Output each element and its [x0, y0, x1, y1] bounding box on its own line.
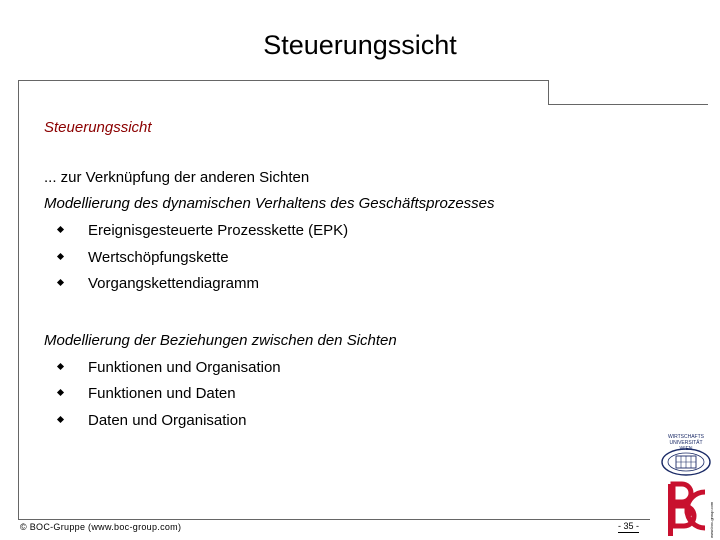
diamond-bullet-icon — [57, 362, 64, 369]
bullet-list-dynamic — [44, 221, 644, 294]
group-heading-dynamic: Modellierung des dynamischen Verhaltens des Geschäftsprozesses — [44, 195, 495, 212]
seal-text: WIRTSCHAFTS UNIVERSITÄT WIEN — [667, 434, 705, 452]
bullet-item: Wertschöpfungskette — [44, 248, 644, 268]
boc-logo-icon — [655, 432, 717, 540]
frame-border-top — [18, 80, 549, 105]
svg-text:www.boc-group.com: www.boc-group.com — [709, 501, 714, 538]
group-heading-relations: Modellierung der Beziehungen zwischen den Sichten — [44, 331, 397, 349]
footer-copyright: © BOC-Gruppe (www.boc-group.com) — [20, 522, 182, 532]
bullet-item: Funktionen und Organisation — [44, 358, 644, 378]
page-number: - 35 - — [618, 521, 640, 531]
logo — [655, 432, 717, 540]
bullet-list-relations — [44, 358, 644, 431]
frame-border-notch — [548, 80, 549, 104]
bullet-item: Daten und Organisation — [44, 411, 644, 431]
frame-border-left — [18, 104, 19, 520]
diamond-bullet-icon — [57, 226, 64, 233]
diamond-bullet-icon — [57, 252, 64, 259]
bullet-item: Funktionen und Daten — [44, 384, 644, 404]
frame-border-right-top — [548, 104, 708, 105]
slide-title: Steuerungssicht — [263, 30, 457, 60]
intro-line: ... zur Verknüpfung der anderen Sichten — [44, 169, 310, 186]
bullet-item: Ereignisgesteuerte Prozesskette (EPK) — [44, 221, 644, 241]
diamond-bullet-icon — [57, 279, 64, 286]
frame-border-bottom — [18, 519, 650, 520]
diamond-bullet-icon — [57, 415, 64, 422]
slide-subtitle: Steuerungssicht — [44, 119, 152, 136]
slide-content — [44, 118, 644, 437]
diamond-bullet-icon — [57, 389, 64, 396]
bullet-item: Vorgangskettendiagramm — [44, 274, 644, 294]
